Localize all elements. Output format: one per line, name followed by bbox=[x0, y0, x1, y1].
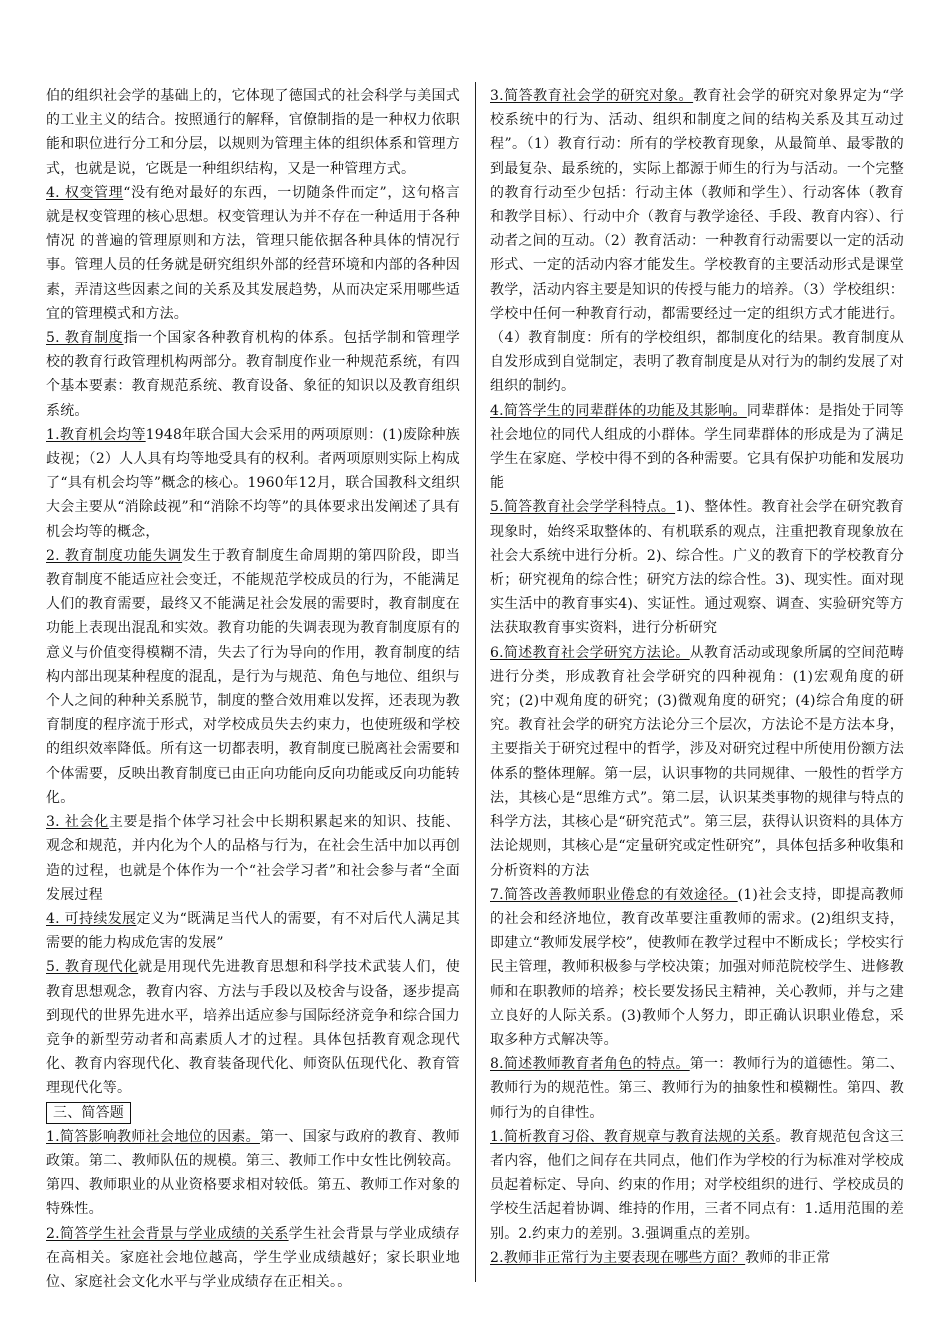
paragraph bbox=[46, 955, 460, 1100]
paragraph bbox=[46, 810, 460, 907]
paragraph bbox=[490, 399, 904, 496]
paragraph bbox=[490, 641, 904, 883]
section-heading-label: 三、简答题 bbox=[46, 1102, 131, 1124]
paragraph bbox=[46, 326, 460, 423]
term-heading: 2.教师非正常行为主要表现在哪些方面？ bbox=[490, 1249, 746, 1266]
paragraph-text: 教师的非正常 bbox=[745, 1249, 831, 1266]
paragraph bbox=[46, 181, 460, 326]
paragraph bbox=[46, 1222, 460, 1295]
paragraph-text: 同辈群体：是指处于同等社会地位的同代人组成的小群体。学生同辈群体的形成是为了满足学生在家庭、学校中得不到的各种需要。它具有保护功能和发展功能 bbox=[490, 402, 904, 492]
paragraph bbox=[46, 84, 460, 181]
term-heading: 5. 教育制度 bbox=[46, 330, 124, 347]
paragraph-text: “没有绝对最好的东西，一切随条件而定”，这句格言就是权变管理的核心思想。权变管理认为并不存在一种适用于各种情况 的普遍的管理原则和方法，管理只能依据各种具体的情况行事。管理人员的任务就是研究组织外部的经营环境和内部的各种因素，弄清这些因素之间的关系及其发展趋势，从而决定采用哪些适宜的管理模式和方法。 bbox=[46, 184, 460, 322]
paragraph bbox=[490, 883, 904, 1052]
paragraph-text: 第一：教师行为的道德性。第二、教师行为的规范性。第三、教师行为的抽象性和模糊性。第四、教师行为的自律性。 bbox=[490, 1056, 905, 1121]
paragraph bbox=[46, 423, 460, 544]
paragraph bbox=[46, 544, 460, 810]
term-heading: 1.教育机会均等 bbox=[46, 426, 146, 443]
paragraph bbox=[490, 84, 904, 399]
paragraph-text: 。教育规范包含这三者内容，他们之间存在共同点，他们作为学校的行为标准对学校成员起着标定、导向、约束的作用；对学校组织的进行、学校成员的学校生活起着协调、维持的作用，三者不同点有：1.适用范围的差别。2.约束力的差别。3.强调重点的差别。 bbox=[490, 1128, 904, 1242]
term-heading: 4.简答学生的同辈群体的功能及其影响。 bbox=[490, 402, 747, 419]
paragraph bbox=[490, 495, 904, 640]
term-heading: 6.简述教育社会学研究方法论。 bbox=[490, 644, 690, 661]
paragraph-text: 主要是指个体学习社会中长期积累起来的知识、技能、观念和规范，并内化为个人的品格与行为，在社会生活中加以再创造的过程，也就是个体作为一个“社会学习者”和社会参与者“全面发展过程 bbox=[46, 814, 460, 903]
column-divider bbox=[475, 82, 476, 1282]
right-column bbox=[490, 84, 904, 1270]
term-heading: 2.简答学生社会背景与学业成绩的关系 bbox=[46, 1225, 289, 1242]
term-heading: 8.简述教师教育者角色的特点。 bbox=[490, 1056, 690, 1073]
paragraph-text: 1948年联合国大会采用的两项原则：(1)废除种族歧视；（2）人人具有均等地受具有的权利。者两项原则实际上构成了“具有机会均等”概念的核心。1960年12月，联合国教科文组织大会主要从“消除歧视”和“消除不均等”的具体要求出发阐述了具有机会均等的概念， bbox=[46, 426, 460, 540]
paragraph-text: 定义为“既满足当代人的需要，有不对后代人满足其需要的能力构成危害的发展” bbox=[46, 910, 460, 952]
paragraph-text: 指一个国家各种教育机构的体系。包括学制和管理学校的教育行政管理机构两部分。教育制度作业一种规范系统，有四个基本要素：教育规范系统、教育设备、象征的知识以及教育组织系统。 bbox=[46, 330, 460, 419]
term-heading: 4. 可持续发展 bbox=[46, 910, 137, 927]
paragraph-text: 1)、整体性。教育社会学在研究教育现象时，始终采取整体的、有机联系的观点，注重把教育现象放在社会大系统中进行分析。2)、综合性。广义的教育下的学校教育分析；研究视角的综合性；研究方法的综合性。3)、现实性。面对现实生活中的教育事实4)、实证性。通过观察、调查、实验研究等方法获取教育事实资料，进行分析研究 bbox=[490, 499, 904, 637]
left-column bbox=[46, 84, 460, 1294]
paragraph-text: (1)社会支持，即提高教师的社会和经济地位，教育改革要注重教师的需求。(2)组织支持，即建立“教师发展学校”，使教师在教学过程中不断成长；学校实行民主管理，教师积极参与学校决策；加强对师范院校学生、进修教师和在职教师的培养；校长要发扬民主精神，关心教师，并与之建立良好的人际关系。(3)教师个人努力，即正确认识职业倦怠，采取多种方式解决等。 bbox=[490, 886, 904, 1048]
paragraph-text: 第一、国家与政府的教育、教师政策。第二、教师队伍的规模。第三、教师工作中女性比例较高。第四、教师职业的从业资格要求相对较低。第五、教师工作对象的特殊性。 bbox=[46, 1128, 460, 1218]
paragraph bbox=[490, 1246, 904, 1270]
paragraph-text: 就是用现代先进教育思想和科学技术武装人们，使教育思想观念，教育内容、方法与手段以及校舍与设备，逐步提高到现代的世界先进水平，培养出适应参与国际经济竞争和综合国力竞争的新型劳动者和高素质人才的过程。具体包括教育观念现代化、教育内容现代化、教育装备现代化、师资队伍现代化、教育管理现代化等。 bbox=[46, 959, 460, 1097]
paragraph-text: 伯的组织社会学的基础上的，它体现了德国式的社会科学与美国式的工业主义的结合。按照通行的解释，官僚制指的是一种权力依职能和职位进行分工和分层，以规则为管理主体的组织体系和管理方式，也就是说，它既是一种组织结构，又是一种管理方式。 bbox=[46, 88, 460, 177]
paragraph bbox=[46, 907, 460, 955]
term-heading: 5.简答教育社会学学科特点。 bbox=[490, 499, 676, 516]
section-heading bbox=[46, 1101, 460, 1125]
paragraph-text: 从教育活动或现象所属的空间范畴进行分类，形成教育社会学研究的四种视角：(1)宏观角度的研究；(2)中观角度的研究；(3)微观角度的研究；(4)综合角度的研究。教育社会学的研究方法论分三个层次，方法论不是方法本身，主要指关于研究过程中的哲学，涉及对研究过程中所使用份额方法体系的整体理解。第一层，认识事物的共同规律、一般性的哲学方法，其核心是“思维方式”。第二层，认识某类事物的规律与特点的科学方法，其核心是“研究范式”。第三层，获得认识资料的具体方法论规则，其核心是“定量研究或定性研究”，具体包括多种收集和分析资料的方法 bbox=[490, 644, 905, 879]
term-heading: 2. 教育制度功能失调 bbox=[46, 547, 183, 564]
term-heading: 1.简答影响教师社会地位的因素。 bbox=[46, 1128, 260, 1145]
paragraph-text: 学生社会背景与学业成绩存在高相关。家庭社会地位越高，学生学业成绩越好；家长职业地位、家庭社会文化水平与学业成绩存在正相关。。 bbox=[46, 1225, 460, 1290]
paragraph bbox=[490, 1052, 904, 1125]
paragraph bbox=[490, 1125, 904, 1246]
term-heading: 5. 教育现代化 bbox=[46, 959, 139, 976]
term-heading: 3.简答教育社会学的研究对象。 bbox=[490, 88, 694, 104]
paragraph-text: 发生于教育制度生命周期的第四阶段，即当教育制度不能适应社会变迁，不能规范学校成员的行为，不能满足人们的教育需要，最终又不能满足社会发展的需要时，教育制度在功能上表现出混乱和实效。教育功能的失调表现为教育制度原有的意义与价值变得模糊不清，失去了行为导向的作用，教育制度的结构内部出现某种程度的混乱，是行为与规范、角色与地位、组织与个人之间的种种关系脱节，制度的整合效用难以发挥，还表现为教育制度的程序流于形式，对学校成员失去约束力，也使班级和学校的组织效率降低。所有这一切都表明，教育制度已脱离社会需要和个体需要，反映出教育制度已由正向功能向反向功能或反向功能转化。 bbox=[46, 547, 460, 806]
paragraph bbox=[46, 1125, 460, 1222]
term-heading: 3. 社会化 bbox=[46, 814, 109, 831]
term-heading: 1.简析教育习俗、教育规章与教育法规的关系 bbox=[490, 1128, 776, 1145]
term-heading: 7.简答改善教师职业倦怠的有效途径。 bbox=[490, 886, 738, 903]
term-heading: 4. 权变管理 bbox=[46, 184, 124, 201]
paragraph-text: 教育社会学的研究对象界定为“学校系统中的行为、活动、组织和制度之间的结构关系及其互动过程”。（1）教育行动：所有的学校教育现象，从最简单、最零散的到最复杂、最系统的，实际上都源于师生的行为与活动。一个完整的教育行动至少包括：行动主体（教师和学生）、行动客体（教育和教学目标）、行动中介（教育与教学途径、手段、教育内容）、行动者之间的互动。（2）教育活动：一种教育行动需要以一定的活动形式、一定的活动内容才能发生。学校教育的主要活动形式是课堂教学，活动内容主要是知识的传授与能力的培养。（3）学校组织：学校中任何一种教育行动，都需要经过一定的组织方式才能进行。（4）教育制度：所有的学校组织，都制度化的结果。教育制度从自发形成到自觉制定，表明了教育制度是从对行为的制约发展了对组织的制约。 bbox=[490, 88, 904, 395]
